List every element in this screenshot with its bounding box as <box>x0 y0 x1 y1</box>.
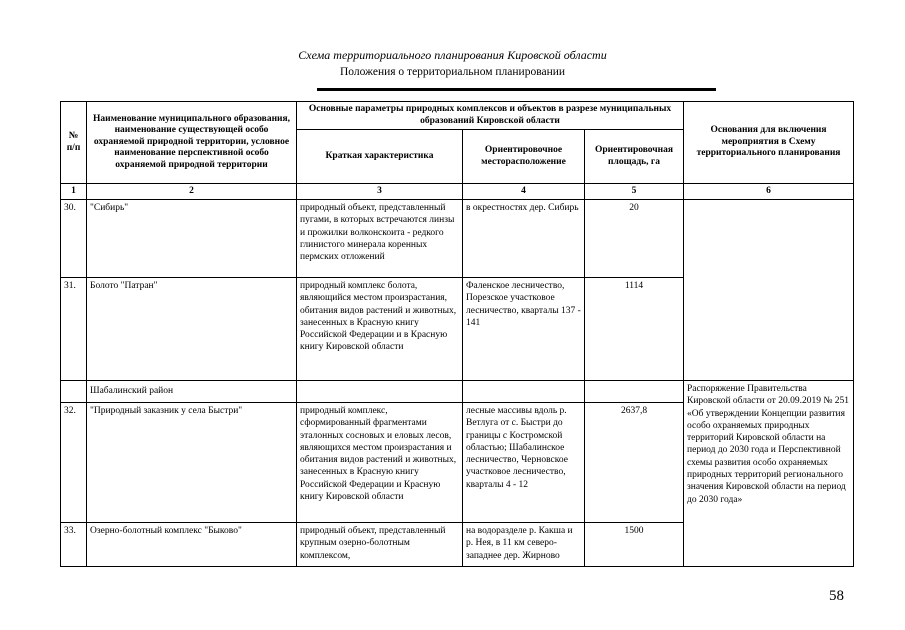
header-basis: Основания для включения мероприятия в Схему территориального планирования <box>684 102 854 184</box>
row-description: природный объект, представленный пугами, в которых встречаются линзы и прожилки волконскоита - редкого глинистого минерала коренных пермских отложений <box>297 200 463 278</box>
row-name: "Природный заказник у села Быстри" <box>87 403 297 523</box>
header-name: Наименование муниципального образования, наименование существующей особо охраняемой природной территории, условное наименование перспективной особо охраняемой природной территории <box>87 102 297 184</box>
district-empty <box>297 381 463 403</box>
row-name: Озерно-болотный комплекс "Быково" <box>87 523 297 567</box>
district-row <box>61 381 854 403</box>
col-number-1: 1 <box>61 184 87 200</box>
protected-areas-table <box>60 101 854 567</box>
row-area: 20 <box>585 200 684 278</box>
basis-empty-cell <box>684 200 854 381</box>
row-description: природный комплекс, сформированный фрагментами эталонных сосновых и еловых лесов, являющихся местом произрастания и обитания видов растений и животных, занесенных в Красную книгу Российской Федерации и Красную книгу Кировской области <box>297 403 463 523</box>
basis-text: Распоряжение Правительства Кировской области от 20.09.2019 № 251 «Об утверждении Концепции развития особо охраняемых природных территорий Кировской области на период до 2030 года и Перспективной схемы развития особо охраняемых природных территорий регионального значения Кировской области на период до 2030 года» <box>684 381 854 567</box>
row-number: 32. <box>61 403 87 523</box>
document-header-title: Схема территориального планирования Кировской области <box>298 48 607 62</box>
header-short-characteristic: Краткая характеристика <box>297 130 463 184</box>
row-location: на водоразделе р. Какша и р. Нея, в 11 км северо-западнее дер. Жирново <box>463 523 585 567</box>
table-row <box>61 200 854 278</box>
header-divider <box>317 88 716 91</box>
row-name: "Сибирь" <box>87 200 297 278</box>
district-name: Шабалинский район <box>87 381 297 403</box>
row-area: 2637,8 <box>585 403 684 523</box>
row-number: 33. <box>61 523 87 567</box>
header-num: № п/п <box>61 102 87 184</box>
header-params-group: Основные параметры природных комплексов и объектов в разрезе муниципальных образований Кировской области <box>297 102 684 130</box>
header-location: Ориентировочное месторасположение <box>463 130 585 184</box>
row-area: 1500 <box>585 523 684 567</box>
col-number-4: 4 <box>463 184 585 200</box>
col-number-2: 2 <box>87 184 297 200</box>
col-number-3: 3 <box>297 184 463 200</box>
col-number-5: 5 <box>585 184 684 200</box>
row-description: природный комплекс болота, являющийся местом произрастания, обитания видов растений и животных, занесенных в Красную книгу Российской Федерации и в Красную книгу Кировской области <box>297 278 463 381</box>
row-area: 1114 <box>585 278 684 381</box>
row-number: 30. <box>61 200 87 278</box>
row-name: Болото "Патран" <box>87 278 297 381</box>
row-location: лесные массивы вдоль р. Ветлуга от с. Быстри до границы с Костромской областью; Шабалинское лесничество, Черновское участковое лесничество, кварталы 4 - 12 <box>463 403 585 523</box>
district-num-empty <box>61 381 87 403</box>
column-number-row <box>61 184 854 200</box>
district-empty <box>585 381 684 403</box>
row-number: 31. <box>61 278 87 381</box>
district-empty <box>463 381 585 403</box>
col-number-6: 6 <box>684 184 854 200</box>
row-description: природный объект, представленный крупным озерно-болотным комплексом, <box>297 523 463 567</box>
page-number: 58 <box>829 588 844 604</box>
header-area: Ориентировочная площадь, га <box>585 130 684 184</box>
row-location: в окрестностях дер. Сибирь <box>463 200 585 278</box>
row-location: Фаленское лесничество, Порезское участковое лесничество, кварталы 137 - 141 <box>463 278 585 381</box>
document-header-subtitle: Положения о территориальном планировании <box>339 66 566 78</box>
